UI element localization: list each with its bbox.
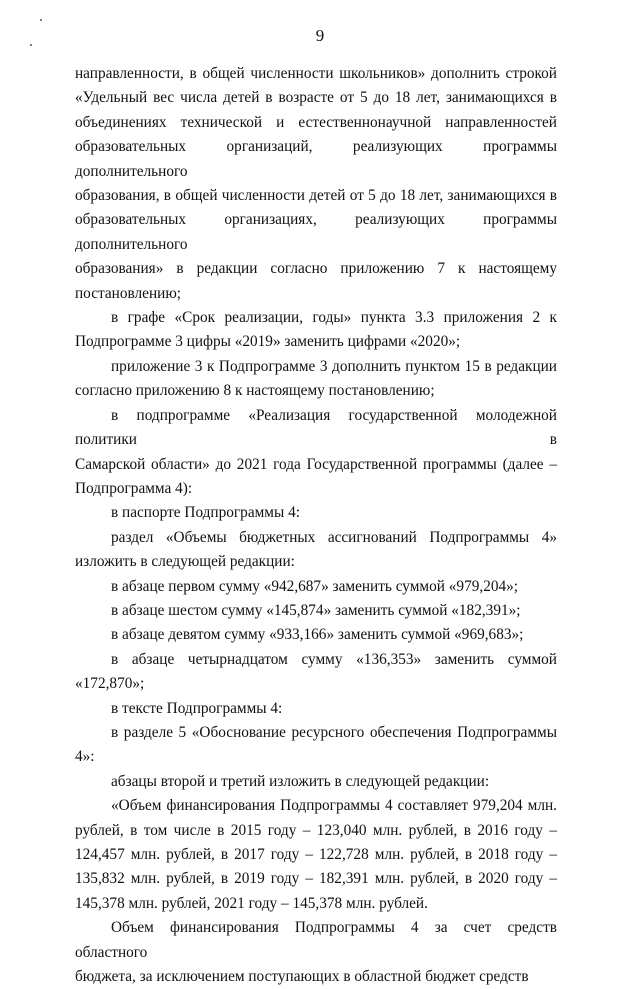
paragraph <box>75 648 557 697</box>
paragraph <box>75 916 557 989</box>
paragraph <box>75 721 557 770</box>
text-line: 124,457 млн. рублей, в 2017 году – 122,728 млн. рублей, в 2018 году – <box>75 846 557 863</box>
text-line: в тексте Подпрограммы 4: <box>111 699 283 717</box>
paragraph <box>75 306 557 355</box>
text-line: в абзаце шестом сумму «145,874» заменить суммой «182,391»; <box>111 601 521 619</box>
text-line: в абзаце первом сумму «942,687» заменить суммой «979,204»; <box>111 577 519 595</box>
paragraph <box>75 770 557 794</box>
text-line: в абзаце четырнадцатом сумму «136,353» заменить суммой «172,870»; <box>75 650 557 693</box>
text-line: рублей, в том числе в 2015 году – 123,040 млн. рублей, в 2016 году – <box>75 821 557 839</box>
text-line: в подпрограмме «Реализация государственной молодежной политики в <box>75 406 557 449</box>
text-line: бюджета, за исключением поступающих в областной бюджет средств <box>75 968 529 986</box>
text-line: «Объем финансирования Подпрограммы 4 составляет 979,204 млн. <box>111 797 557 815</box>
text-line: изложить в следующей редакции: <box>75 553 295 571</box>
text-line: «Удельный вес числа детей в возрасте от 5 до 18 лет, занимающихся в <box>75 89 557 107</box>
text-line: в абзаце девятом сумму «933,166» заменить суммой «969,683»; <box>111 626 524 644</box>
paragraph <box>75 575 557 599</box>
paragraph <box>75 404 557 502</box>
text-line: абзацы второй и третий изложить в следующей редакции: <box>111 772 490 790</box>
text-line: 145,378 млн. рублей, 2021 году – 145,378 млн. рублей. <box>75 894 428 912</box>
scan-speck <box>40 19 42 21</box>
text-line: Подпрограмма 4): <box>75 479 193 497</box>
paragraph <box>75 697 557 721</box>
paragraph <box>75 62 557 306</box>
text-line: Самарской области» до 2021 года Государственной программы (далее – <box>75 455 557 473</box>
paragraph <box>75 794 557 916</box>
text-line: Подпрограмме 3 цифры «2019» заменить цифрами «2020»; <box>75 333 461 351</box>
text-line: образовательных организаций, реализующих программы дополнительного <box>75 138 557 180</box>
paragraph <box>75 355 557 404</box>
page-number: 9 <box>315 26 325 45</box>
text-line: приложение 3 к Подпрограмме 3 дополнить пунктом 15 в редакции <box>111 357 557 375</box>
paragraph <box>75 623 557 647</box>
text-line: раздел «Объемы бюджетных ассигнований Подпрограммы 4» <box>111 528 557 546</box>
paragraph <box>75 599 557 623</box>
text-line: 135,832 млн. рублей, в 2019 году – 182,391 млн. рублей, в 2020 году – <box>75 870 557 888</box>
paragraph <box>75 501 557 525</box>
text-line: объединениях технической и естественнонаучной направленностей <box>75 113 557 131</box>
text-line: согласно приложению 8 к настоящему постановлению; <box>75 382 435 400</box>
paragraph <box>75 526 557 575</box>
text-line: в графе «Срок реализации, годы» пункта 3.3 приложения 2 к <box>111 309 557 327</box>
text-line: образования» в редакции согласно приложению 7 к настоящему <box>75 260 557 278</box>
text-line: образования, в общей численности детей от 5 до 18 лет, занимающихся в <box>75 187 557 205</box>
text-line: направленности, в общей численности школьников» дополнить строкой <box>75 65 557 82</box>
text-line: в разделе 5 «Обоснование ресурсного обеспечения Подпрограммы 4»: <box>75 723 557 766</box>
text-line: образовательных организациях, реализующих программы дополнительного <box>75 211 557 253</box>
text-line: в паспорте Подпрограммы 4: <box>111 504 300 522</box>
text-line: постановлению; <box>75 284 181 302</box>
text-line: Объем финансирования Подпрограммы 4 за счет средств областного <box>75 919 557 961</box>
document-body <box>75 62 557 989</box>
